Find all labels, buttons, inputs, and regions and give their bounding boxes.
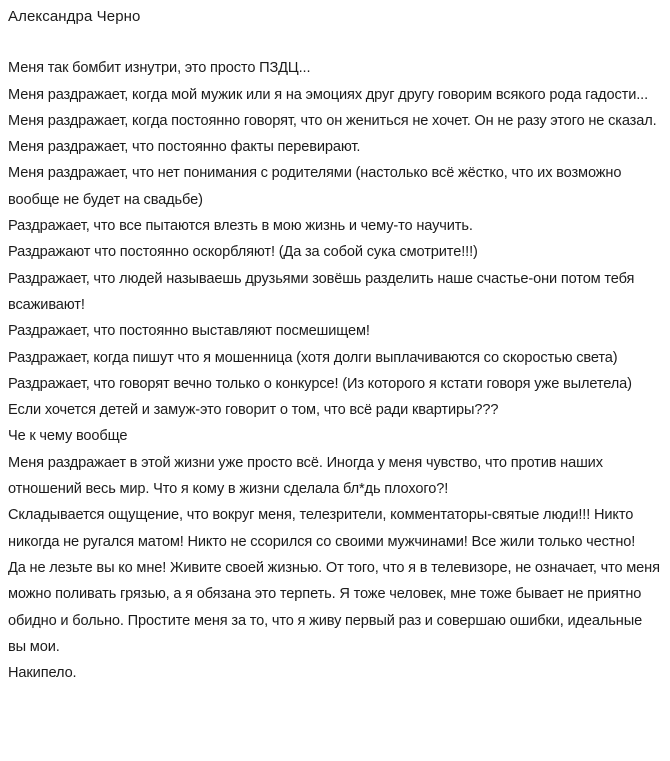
post-paragraph: Меня раздражает, когда постоянно говорят, что он жениться не хочет. Он не разу этого не сказал. [8, 112, 657, 129]
post-paragraph: Накипело. [8, 665, 77, 682]
post-paragraph: Раздражает, что все пытаются влезть в мою жизнь и чему-то научить. [8, 218, 473, 235]
post-paragraph: Меня так бомбит изнутри, это просто ПЗДЦ... [8, 60, 311, 77]
post-paragraph: Меня раздражает, что нет понимания с родителями (настолько всё жёстко, что их возможно вообще не будет на свадьбе) [8, 165, 622, 208]
post-paragraph: Меня раздражает, когда мой мужик или я на эмоциях друг другу говорим всякого рода гадости... [8, 86, 649, 103]
post-paragraph: Складывается ощущение, что вокруг меня, телезрители, комментаторы-святые люди!!! Никто никогда не ругался матом! Никто не ссорился со своими мужчинами! Все жили только честно! [8, 507, 636, 550]
post-author-title: Александра Черно [8, 8, 141, 25]
post-body [8, 55, 662, 686]
post-paragraph: Раздражает, что людей называешь друзьями зовёшь разделить наше счастье-они потом тебя всаживают! [8, 270, 635, 313]
post-paragraph: Раздражает, когда пишут что я мошенница (хотя долги выплачиваются со скоростью света) [8, 349, 618, 366]
post-paragraph: Раздражает, что говорят вечно только о конкурсе! (Из которого я кстати говоря уже вылетела) [8, 375, 632, 392]
post-paragraph: Меня раздражает, что постоянно факты перевирают. [8, 139, 361, 156]
post-paragraph: Раздражают что постоянно оскорбляют! (Да за собой сука смотрите!!!) [8, 244, 478, 261]
post-paragraph: Раздражает, что постоянно выставляют посмешищем! [8, 323, 370, 340]
title-body-spacer [8, 30, 662, 55]
post-paragraph: Че к чему вообще [8, 428, 128, 445]
post-paragraph: Меня раздражает в этой жизни уже просто всё. Иногда у меня чувство, что против наших отношений весь мир. Что я кому в жизни сделала бл*дь плохого?! [8, 454, 603, 498]
post-paragraph: Если хочется детей и замуж-это говорит о том, что всё ради квартиры??? [8, 402, 499, 419]
post-paragraph: Да не лезьте вы ко мне! Живите своей жизнью. От того, что я в телевизоре, не означает, что меня можно поливать грязью, а я обязана это терпеть. Я тоже человек, мне тоже бывает не приятно обидно и больно. Простите меня за то, что я живу первый раз и совершаю ошибки, идеальные вы мои. [8, 559, 660, 655]
